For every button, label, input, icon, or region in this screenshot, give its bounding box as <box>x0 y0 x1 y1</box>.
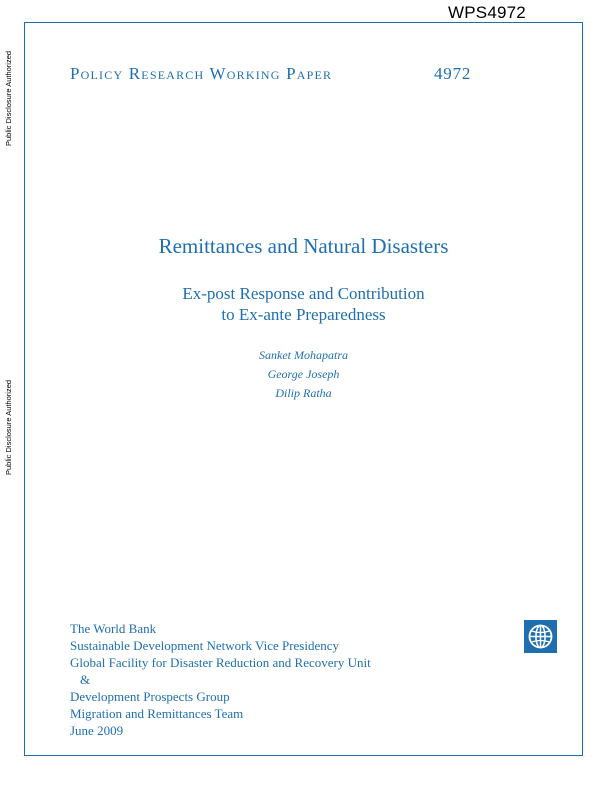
affiliation-line: Migration and Remittances Team <box>70 706 244 721</box>
affiliation-line: The World Bank <box>70 621 157 636</box>
affiliation-line: Global Facility for Disaster Reduction and Recovery Unit <box>70 655 371 670</box>
affiliation-block <box>70 620 371 739</box>
affiliation-line: Development Prospects Group <box>70 689 230 704</box>
paper-number: 4972 <box>434 64 472 83</box>
disclosure-label-middle: Public Disclosure Authorized <box>4 379 13 475</box>
paper-subtitle-line1: Ex-post Response and Contribution <box>182 284 425 303</box>
world-bank-globe-icon <box>524 620 557 653</box>
affiliation-line: Sustainable Development Network Vice Presidency <box>70 638 340 653</box>
paper-subtitle-line2: to Ex-ante Preparedness <box>221 305 386 324</box>
author-1: Sanket Mohapatra <box>259 348 348 362</box>
publication-date: June 2009 <box>70 723 124 738</box>
report-id: WPS4972 <box>448 3 526 22</box>
affiliation-ampersand: & <box>80 672 91 687</box>
series-name: Policy Research Working Paper <box>70 64 333 83</box>
disclosure-label-top: Public Disclosure Authorized <box>4 50 13 146</box>
author-2: George Joseph <box>267 367 340 381</box>
paper-title: Remittances and Natural Disasters <box>158 234 449 258</box>
author-3: Dilip Ratha <box>275 386 332 400</box>
